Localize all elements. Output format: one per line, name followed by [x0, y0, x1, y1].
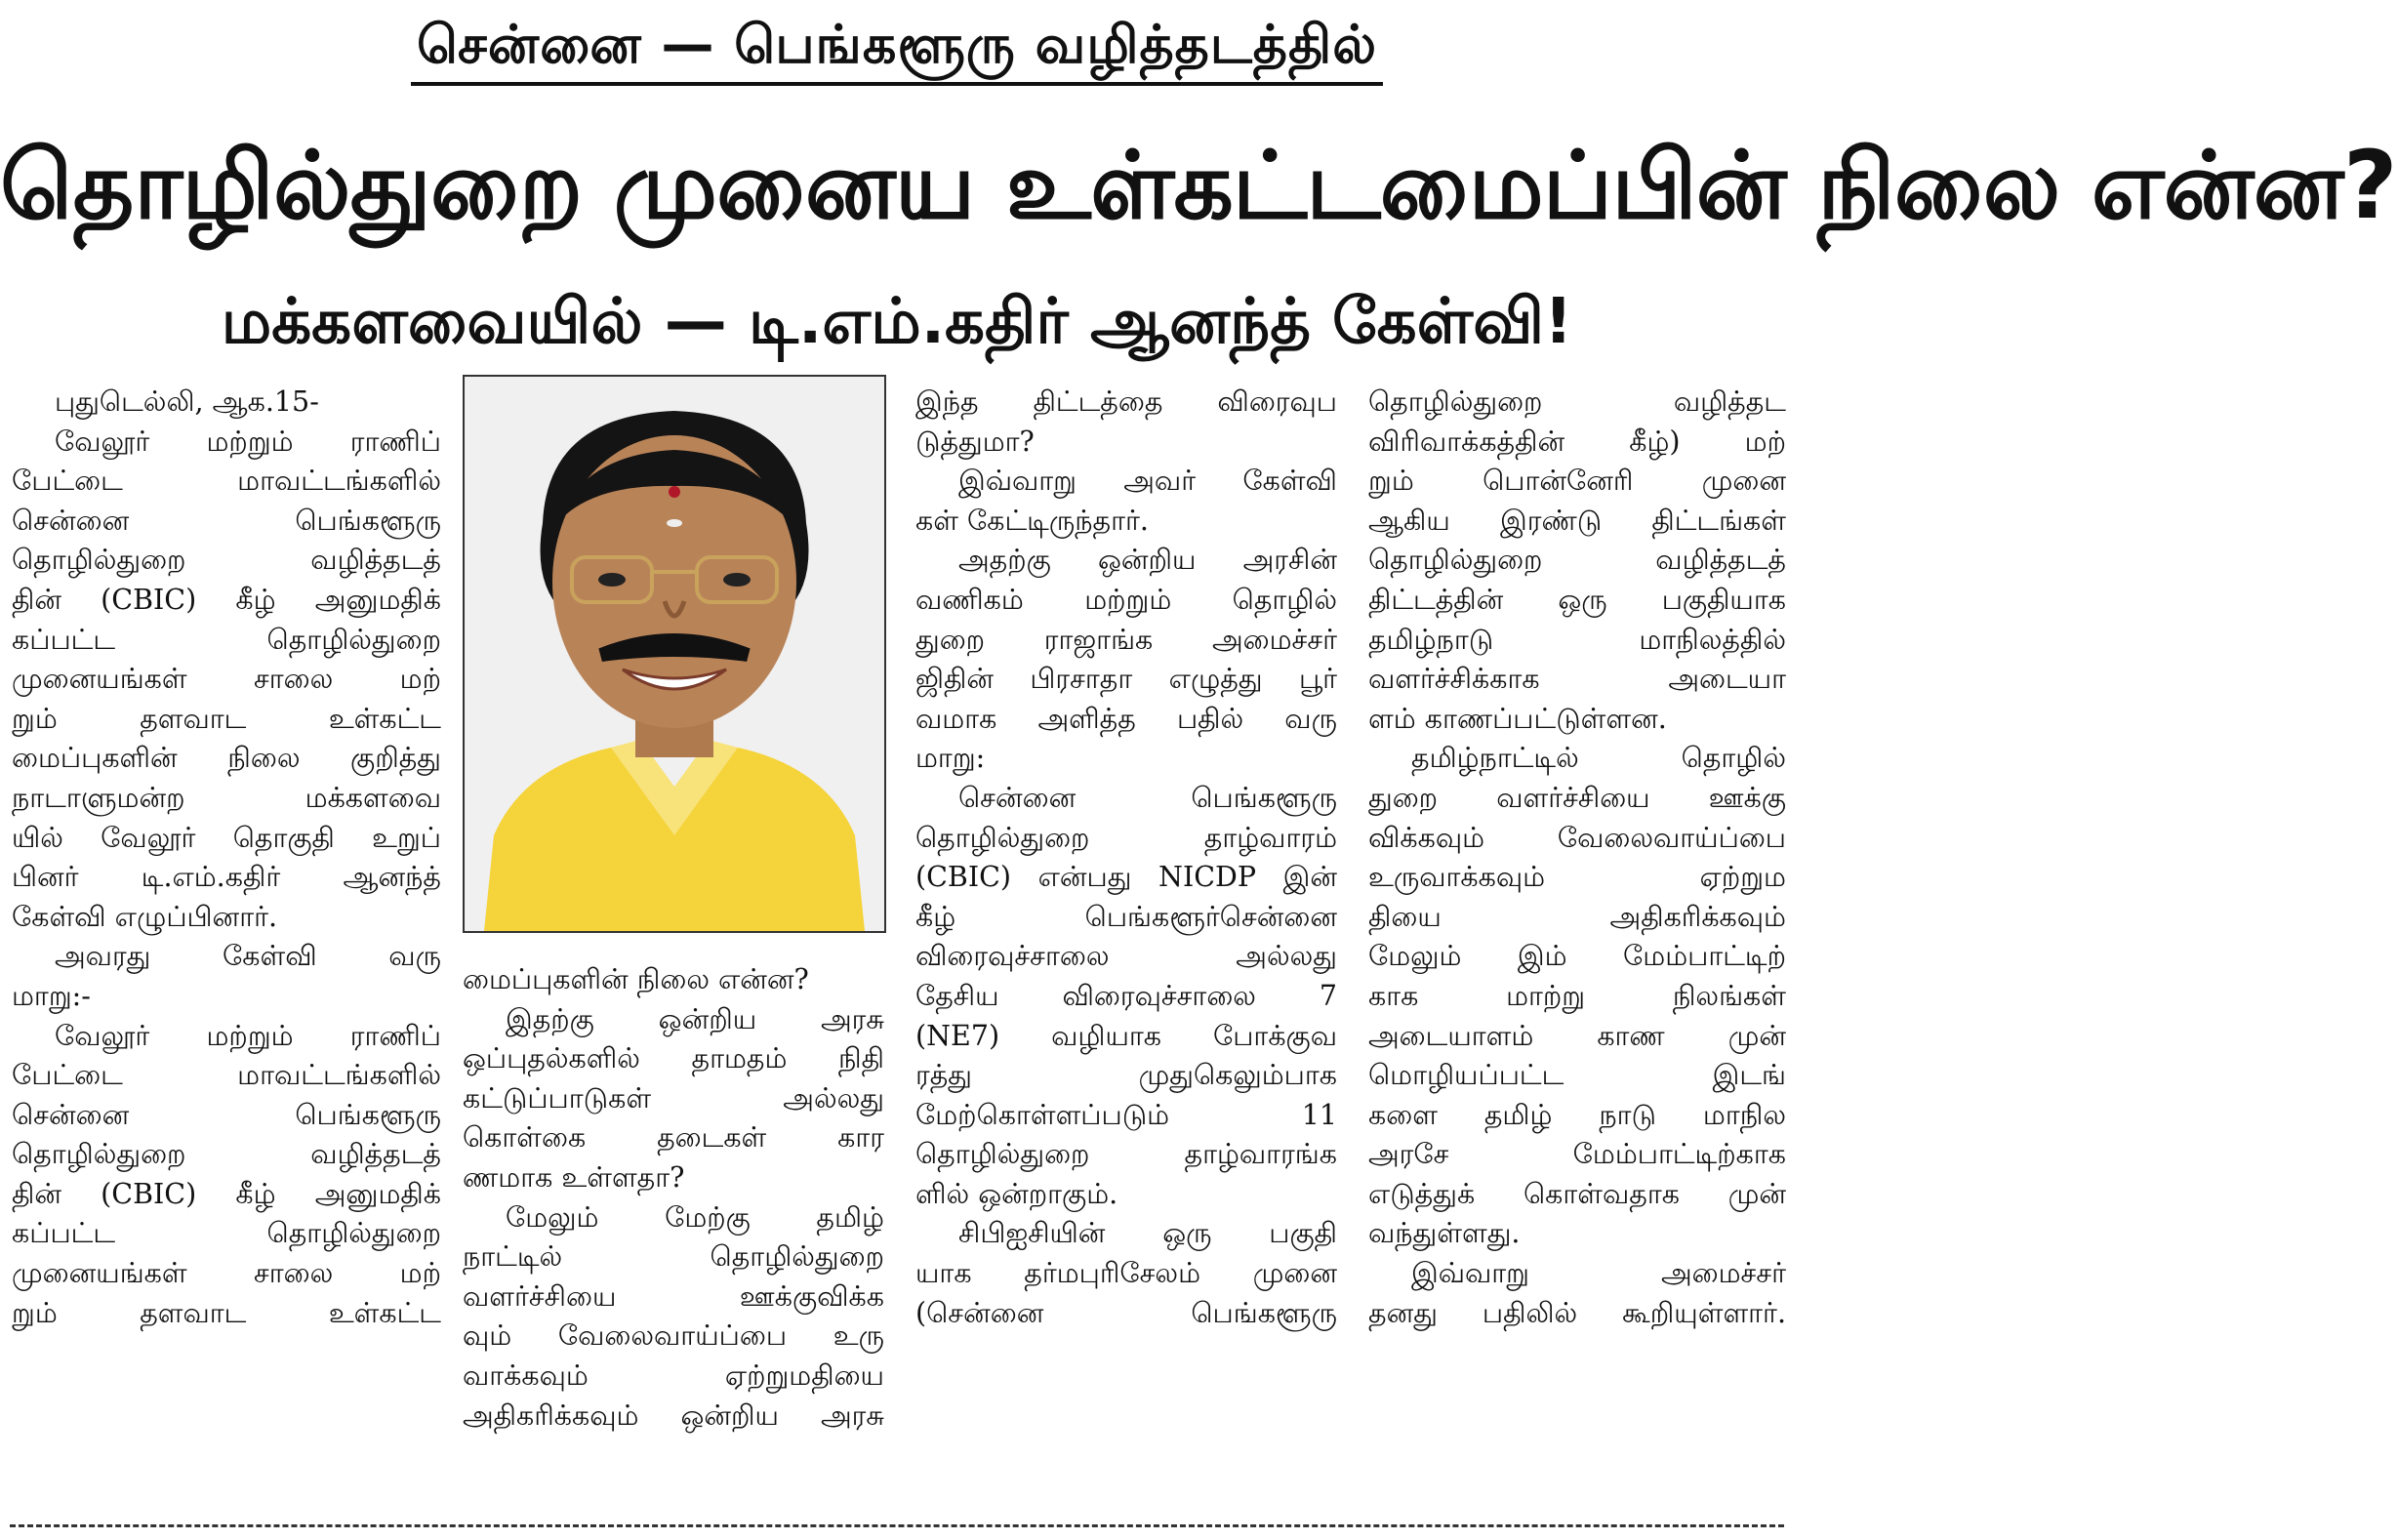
text-line: தொழில்துறை வழித்தட — [1368, 385, 1786, 418]
kicker-headline: சென்னை — பெங்களூரு வழித்தடத்தில் — [411, 8, 1383, 86]
text-line: சென்னை பெங்களூரு — [12, 1098, 441, 1131]
text-line: கேள்வி எழுப்பினார். — [12, 900, 278, 933]
text-line: வேலூர் மற்றும் ராணிப் — [55, 425, 441, 458]
sub-headline: மக்களவையில் — டி.எம்.கதிர் ஆனந்த் கேள்வி! — [221, 286, 1573, 358]
text-line: மைப்புகளின் நிலை குறித்து — [12, 742, 441, 775]
text-line: வாக்கவும் ஏற்றுமதியை — [463, 1358, 884, 1392]
article-column-3 — [915, 383, 1337, 1333]
text-line: இந்த திட்டத்தை விரைவுப — [915, 385, 1337, 418]
text-line: தொழில்துறை வழித்தடத் — [12, 544, 441, 577]
text-line: மேற்கொள்ளப்படும் 11 — [915, 1098, 1337, 1131]
text-line: ளில் ஒன்றாகும். — [915, 1177, 1118, 1210]
text-line: டுத்துமா? — [915, 425, 1035, 458]
text-line: தொழில்துறை வழித்தடத் — [12, 1138, 441, 1171]
text-line: முனையங்கள் சாலை மற் — [12, 663, 441, 696]
text-line: கீழ் பெங்களூர்சென்னை — [915, 900, 1337, 933]
text-line: பேட்டை மாவட்டங்களில் — [12, 465, 441, 498]
portrait-illustration — [465, 377, 884, 931]
text-line: மைப்புகளின் நிலை என்ன? — [463, 963, 809, 995]
text-line: வும் வேலைவாய்ப்பை உரு — [463, 1319, 884, 1353]
kicker-wrap — [0, 8, 1794, 86]
text-line: ஒப்புதல்களில் தாமதம் நிதி — [463, 1042, 884, 1075]
article-column-2 — [463, 960, 884, 1436]
text-line: றும் தளவாட உள்கட்ட — [12, 702, 441, 735]
text-line: திட்டத்தின் ஒரு பகுதியாக — [1368, 583, 1786, 616]
text-line: துறை வளர்ச்சியை ஊக்கு — [1368, 781, 1786, 814]
text-line: றும் பொன்னேரி முனை — [1368, 465, 1786, 498]
text-line: காக மாற்று நிலங்கள் — [1368, 979, 1786, 1012]
text-line: நாடாளுமன்ற மக்களவை — [12, 781, 441, 814]
text-line: தமிழ்நாட்டில் தொழில் — [1411, 742, 1786, 775]
text-line: மாறு:- — [12, 979, 91, 1012]
text-line: கட்டுப்பாடுகள் அல்லது — [463, 1081, 884, 1114]
text-line: விக்கவும் வேலைவாய்ப்பை — [1368, 821, 1786, 854]
text-line: துறை ராஜாங்க அமைச்சர் — [915, 623, 1337, 656]
text-line: இதற்கு ஒன்றிய அரசு — [506, 1002, 884, 1035]
text-line: யில் வேலூர் தொகுதி உறுப் — [12, 821, 441, 854]
text-line: மொழியப்பட்ட இடங் — [1368, 1059, 1786, 1092]
text-line: சென்னை பெங்களூரு — [958, 781, 1337, 814]
text-line: தமிழ்நாடு மாநிலத்தில் — [1368, 623, 1786, 656]
text-line: சென்னை பெங்களூரு — [12, 504, 441, 537]
text-line: முனையங்கள் சாலை மற் — [12, 1257, 441, 1290]
text-line: அடையாளம் காண முன் — [1368, 1019, 1786, 1052]
text-line: (CBIC) என்பது NICDP இன் — [915, 861, 1337, 894]
text-line: அவரது கேள்வி வரு — [55, 940, 441, 973]
text-line: ளம் காணப்பட்டுள்ளன. — [1368, 702, 1667, 735]
text-line: அதற்கு ஒன்றிய அரசின் — [958, 544, 1337, 577]
text-line: இவ்வாறு அமைச்சர் — [1411, 1257, 1786, 1290]
text-line: (NE7) வழியாக போக்குவ — [915, 1019, 1337, 1052]
text-line: வணிகம் மற்றும் தொழில் — [915, 583, 1337, 616]
text-line: ஜிதின் பிரசாதா எழுத்து பூர் — [915, 663, 1337, 696]
text-line: உருவாக்கவும் ஏற்றும — [1368, 861, 1786, 894]
text-line: தேசிய விரைவுச்சாலை 7 — [915, 979, 1337, 1012]
text-line: மேலும் மேற்கு தமிழ் — [506, 1200, 884, 1234]
text-line: வளர்ச்சிக்காக அடையா — [1368, 663, 1786, 696]
text-line: தொழில்துறை தாழ்வாரம் — [915, 821, 1337, 854]
text-line: தின் (CBIC) கீழ் அனுமதிக் — [12, 583, 441, 616]
text-line: வமாக அளித்த பதில் வரு — [915, 702, 1337, 735]
text-line: தின் (CBIC) கீழ் அனுமதிக் — [12, 1177, 441, 1210]
text-line: வந்துள்ளது. — [1368, 1217, 1521, 1250]
text-line: தனது பதிலில் கூறியுள்ளார். — [1368, 1296, 1786, 1329]
dateline: புதுடெல்லி, ஆக.15- — [55, 385, 319, 418]
text-line: இவ்வாறு அவர் கேள்வி — [958, 465, 1337, 498]
text-line: ரத்து முதுகெலும்பாக — [915, 1059, 1337, 1092]
text-line: ஆகிய இரண்டு திட்டங்கள் — [1368, 504, 1786, 537]
portrait-photo — [463, 375, 886, 933]
text-line: கள் கேட்டிருந்தார். — [915, 504, 1149, 537]
text-line: அரசே மேம்பாட்டிற்காக — [1368, 1138, 1786, 1171]
text-line: பேட்டை மாவட்டங்களில் — [12, 1059, 441, 1092]
text-line: தியை அதிகரிக்கவும் — [1368, 900, 1786, 933]
text-line: சிபிஐசியின் ஒரு பகுதி — [958, 1217, 1337, 1250]
main-headline: தொழில்துறை முனைய உள்கட்டமைப்பின் நிலை என்ன? — [0, 131, 2397, 240]
text-line: அதிகரிக்கவும் ஒன்றிய அரசு — [463, 1398, 884, 1432]
text-line: தொழில்துறை வழித்தடத் — [1368, 544, 1786, 577]
text-line: மாறு: — [915, 742, 986, 775]
article-column-1 — [12, 383, 441, 1333]
text-line: (சென்னை பெங்களூரு — [915, 1296, 1337, 1329]
text-line: களை தமிழ் நாடு மாநில — [1368, 1098, 1786, 1131]
text-line: தொழில்துறை தாழ்வாரங்க — [915, 1138, 1337, 1171]
text-line: கொள்கை தடைகள் கார — [463, 1121, 884, 1155]
article-column-4 — [1368, 383, 1786, 1333]
text-line: கப்பட்ட தொழில்துறை — [12, 1217, 441, 1250]
dashed-divider — [10, 1524, 1784, 1527]
text-line: றும் தளவாட உள்கட்ட — [12, 1296, 441, 1329]
text-line: யாக தர்மபுரிசேலம் முனை — [915, 1257, 1337, 1290]
text-line: நாட்டில் தொழில்துறை — [463, 1240, 884, 1274]
text-line: பினர் டி.எம்.கதிர் ஆனந்த் — [12, 861, 441, 894]
text-line: விரைவுச்சாலை அல்லது — [915, 940, 1337, 973]
text-line: வேலூர் மற்றும் ராணிப் — [55, 1019, 441, 1052]
text-line: கப்பட்ட தொழில்துறை — [12, 623, 441, 656]
text-line: வளர்ச்சியை ஊக்குவிக்க — [463, 1279, 884, 1313]
text-line: மேலும் இம் மேம்பாட்டிற் — [1368, 940, 1786, 973]
text-line: விரிவாக்கத்தின் கீழ்) மற் — [1368, 425, 1786, 458]
text-line: எடுத்துக் கொள்வதாக முன் — [1368, 1177, 1786, 1210]
text-line: ணமாக உள்ளதா? — [463, 1160, 685, 1194]
